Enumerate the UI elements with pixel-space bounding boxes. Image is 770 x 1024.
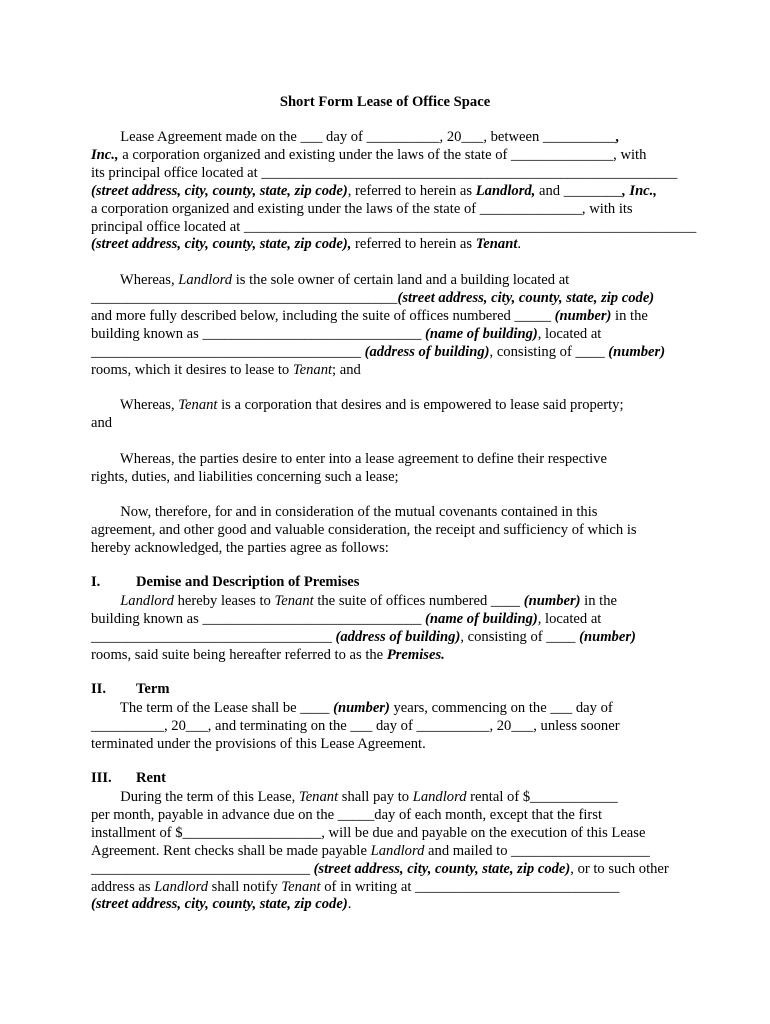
text-run: (name of building) xyxy=(425,325,538,342)
text-line xyxy=(91,699,613,717)
text-line xyxy=(91,396,624,414)
text-run: Tenant xyxy=(274,593,314,609)
text-run: years, commencing on the ___ day of xyxy=(389,700,613,716)
text-run: a corporation organized and existing under the laws of the state of ______________, with xyxy=(118,146,647,163)
text-line xyxy=(91,628,636,646)
section-1-heading: Demise and Description of Premises xyxy=(136,574,360,590)
text-run: hereby acknowledged, the parties agree as follows: xyxy=(91,539,389,556)
text-run: is a corporation that desires and is empowered to lease said property; xyxy=(217,397,624,413)
text-run: ______________________________ xyxy=(91,860,314,877)
text-line xyxy=(91,503,597,521)
text-run: During the term of this Lease, xyxy=(91,789,299,805)
text-line xyxy=(91,860,669,878)
text-run: its principal office located at _________________________________________________________ xyxy=(91,164,678,181)
text-run: (street address, city, county, state, zip code) xyxy=(91,896,348,913)
text-run: _________________________________ xyxy=(91,628,336,645)
text-run: , xyxy=(615,129,620,145)
text-run: principal office located at ______________________________________________________________ xyxy=(91,218,697,235)
text-run: Inc., xyxy=(91,146,119,163)
text-run: (number) xyxy=(333,700,390,716)
text-run: and more fully described below, including the suite of offices numbered _____ xyxy=(91,307,555,324)
text-run: and ________ xyxy=(535,182,623,199)
text-run: Tenant xyxy=(298,789,339,805)
text-run: __________, 20___, and terminating on the ___ day of __________, 20___, unless sooner xyxy=(91,717,620,734)
text-run: Tenant xyxy=(281,878,321,895)
text-run: Tenant xyxy=(178,397,218,413)
text-line xyxy=(91,842,650,860)
text-run: , consisting of ____ xyxy=(460,628,580,645)
text-line xyxy=(91,218,696,236)
text-run: , Inc., xyxy=(622,182,657,199)
text-run: (address of building) xyxy=(335,628,461,645)
section-2-heading: Term xyxy=(136,681,170,697)
text-run: Landlord xyxy=(370,842,425,859)
text-run: and mailed to ___________________ xyxy=(424,842,650,859)
text-line xyxy=(91,235,521,253)
text-run: . xyxy=(517,236,522,253)
text-run: rental of $____________ xyxy=(466,789,618,805)
section-2-number: II. xyxy=(91,681,107,697)
text-run: a corporation organized and existing under the laws of the state of ______________, with its xyxy=(91,200,633,217)
text-line xyxy=(91,164,677,182)
text-run: (street address, city, county, state, zip code) xyxy=(91,182,348,199)
text-run: agreement, and other good and valuable consideration, the receipt and sufficiency of which is xyxy=(91,521,637,538)
text-line xyxy=(91,878,619,896)
text-run: (number) xyxy=(554,307,612,324)
text-run: Whereas, xyxy=(91,272,179,288)
text-line xyxy=(91,200,633,218)
text-run: , referred to herein as xyxy=(347,182,476,199)
text-run: Lease Agreement made on the ___ day of __________, 20___, between __________ xyxy=(91,129,616,145)
text-run: of in writing at ____________________________ xyxy=(320,878,620,895)
text-line xyxy=(91,521,637,539)
text-run: in the xyxy=(580,593,618,609)
text-line xyxy=(91,788,618,806)
text-run: per month, payable in advance due on the _____day of each month, except that the first xyxy=(91,806,603,823)
text-line xyxy=(91,824,645,842)
text-run: (street address, city, county, state, zip code), xyxy=(91,236,352,253)
text-run: , or to such other xyxy=(570,860,669,877)
text-run: (number) xyxy=(579,628,636,645)
text-line xyxy=(91,610,601,628)
text-run: Landlord xyxy=(178,272,233,288)
text-run: (number) xyxy=(608,343,666,360)
text-run: the suite of offices numbered ____ xyxy=(313,593,524,609)
text-line xyxy=(91,895,351,913)
text-run: Premises. xyxy=(386,646,445,663)
text-run: address as xyxy=(91,878,155,895)
text-run: __________________________________________ xyxy=(91,289,398,306)
text-run: The term of the Lease shall be ____ xyxy=(91,700,334,716)
text-run: _____________________________________ xyxy=(91,343,365,360)
text-run: (street address, city, county, state, zip code) xyxy=(313,860,571,877)
text-run: terminated under the provisions of this Lease Agreement. xyxy=(91,735,426,752)
text-run: Now, therefore, for and in consideration of the mutual covenants contained in this xyxy=(91,504,598,520)
text-run xyxy=(91,593,120,609)
text-run: Tenant xyxy=(292,361,333,378)
text-run: building known as ______________________________ xyxy=(91,325,426,342)
text-run: building known as ______________________________ xyxy=(91,610,426,627)
text-run: Whereas, the parties desire to enter into a lease agreement to define their respective xyxy=(91,451,607,467)
text-run: shall pay to xyxy=(338,789,413,805)
text-line xyxy=(91,361,361,379)
document-title: Short Form Lease of Office Space xyxy=(279,94,491,110)
text-line xyxy=(91,450,607,468)
text-line xyxy=(91,539,389,557)
text-run: Tenant xyxy=(475,236,518,253)
text-run: ; and xyxy=(332,361,361,378)
text-run: in the xyxy=(611,307,648,324)
text-run: , located at xyxy=(537,325,602,342)
section-3-heading: Rent xyxy=(136,770,166,786)
text-run: Landlord xyxy=(154,878,209,895)
text-run: Whereas, xyxy=(91,397,179,413)
text-run: Landlord xyxy=(412,789,467,805)
text-line xyxy=(91,735,426,753)
text-run: rooms, said suite being hereafter referred to as the xyxy=(91,646,387,663)
text-run: Landlord, xyxy=(475,182,536,199)
section-3-number: III. xyxy=(91,770,112,786)
text-line xyxy=(91,307,648,325)
text-run: . xyxy=(347,896,352,913)
text-line xyxy=(91,646,445,664)
text-run: referred to herein as xyxy=(351,236,476,253)
text-run: rights, duties, and liabilities concerning such a lease; xyxy=(91,468,399,485)
text-run: (street address, city, county, state, zip code) xyxy=(397,289,655,306)
text-line xyxy=(91,289,654,307)
text-run: shall notify xyxy=(208,878,282,895)
text-line xyxy=(91,271,569,289)
text-line xyxy=(91,806,602,824)
text-run: , consisting of ____ xyxy=(489,343,609,360)
text-run: is the sole owner of certain land and a building located at xyxy=(232,272,570,288)
text-run: rooms, which it desires to lease to xyxy=(91,361,293,378)
text-run: installment of $___________________, will be due and payable on the execution of this Lease xyxy=(91,824,646,841)
text-run: (number) xyxy=(523,593,581,609)
text-run: (name of building) xyxy=(425,610,538,627)
text-run: and xyxy=(91,414,113,431)
text-run: Landlord xyxy=(120,593,174,609)
text-line xyxy=(91,343,665,361)
text-run: hereby leases to xyxy=(173,593,275,609)
text-line xyxy=(91,717,620,735)
text-line xyxy=(91,325,601,343)
text-run: (address of building) xyxy=(364,343,490,360)
text-line xyxy=(91,182,657,200)
text-line xyxy=(91,146,646,164)
text-run: , located at xyxy=(537,610,602,627)
section-1-number: I. xyxy=(91,574,101,590)
text-line xyxy=(91,468,399,486)
text-line xyxy=(91,592,617,610)
text-line xyxy=(91,128,620,146)
text-line xyxy=(91,414,112,432)
text-run: Agreement. Rent checks shall be made payable xyxy=(91,842,371,859)
